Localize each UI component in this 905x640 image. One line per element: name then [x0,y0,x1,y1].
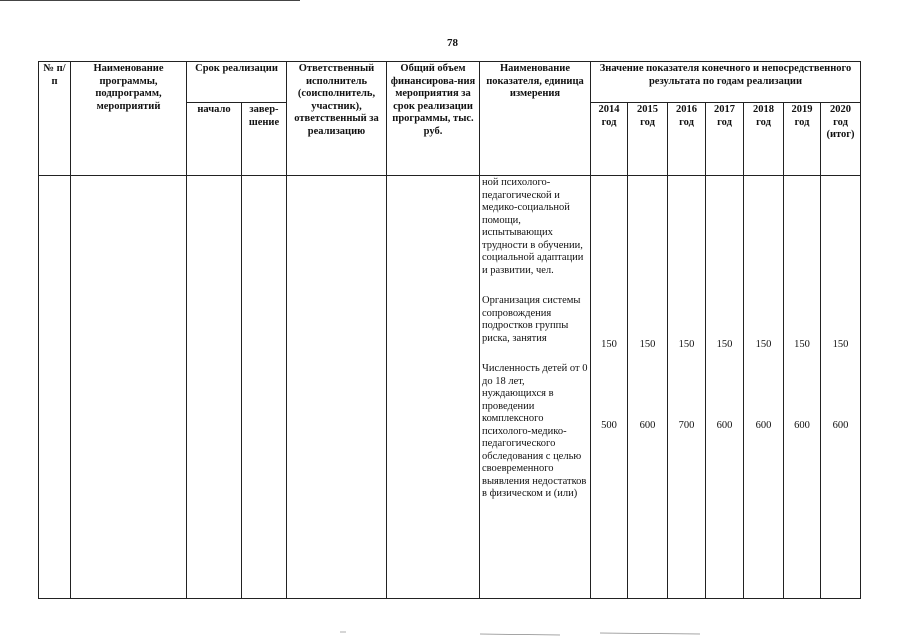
cell-values-2014 [591,176,628,599]
value-3-2019: 600 [794,419,810,431]
cell-indicators [480,176,591,599]
cell-values-2018 [744,176,784,599]
header-year-2016: 2016 год [668,103,706,176]
indicators-table [38,61,861,599]
cell-term-end [242,176,287,599]
header-volume: Общий объем финансирова-ния мероприятия за срок реализации программы, тыс. руб. [387,62,480,176]
header-num: № п/п [39,62,71,176]
indicator-text-3: Численность детей от 0 до 18 лет, нуждающихся в проведении комплексного психолого-медико-педагогического обследования с целью своевременного выявления недостатков в физическом и (или) [482,363,588,499]
value-3-2017: 600 [716,419,733,431]
header-year-2014: 2014 год [591,103,628,176]
value-2-2014: 150 [601,339,617,350]
page-number: 78 [447,37,458,49]
value-2-2018: 150 [755,339,772,350]
header-year-2017: 2017 год [706,103,744,176]
value-2-2019: 150 [794,339,810,350]
value-3-2018: 600 [755,419,772,431]
value-3-2016: 700 [678,419,695,431]
cell-num [39,176,71,599]
cell-values-2019 [784,176,821,599]
cell-values-2020 [821,176,861,599]
header-values-group: Значение показателя конечного и непосредственного результата по годам реализации [591,62,861,103]
indicator-text-1: ной психолого-педагогической и медико-социальной помощи, испытывающих трудности в обучении, социальной адаптации и развитии, чел. [482,177,584,276]
header-term: Срок реализации [187,62,287,103]
value-2-2017: 150 [716,339,733,350]
header-name: Наименование программы, подпрограмм, мероприятий [71,62,187,176]
cell-term-start [187,176,242,599]
cell-volume [387,176,480,599]
cell-responsible [287,176,387,599]
value-3-2020: 600 [832,419,849,431]
cell-values-2017 [706,176,744,599]
top-border-line [0,0,300,1]
header-term-end: завер-шение [242,103,287,176]
header-term-start: начало [187,103,242,176]
header-year-2020: 2020 год (итог) [821,103,861,176]
header-year-2018: 2018 год [744,103,784,176]
value-3-2015: 600 [639,419,656,431]
value-3-2014: 500 [601,419,617,431]
cell-values-2015 [628,176,668,599]
cell-name [71,176,187,599]
indicator-text-2: Организация системы сопровождения подростков группы риска, занятия [482,295,581,344]
value-2-2020: 150 [832,339,849,350]
header-responsible: Ответственный исполнитель (соисполнитель, участник), ответственный за реализацию [287,62,387,176]
value-2-2015: 150 [639,339,656,350]
header-year-2015: 2015 год [628,103,668,176]
scan-noise-marks [0,628,905,638]
header-year-2019: 2019 год [784,103,821,176]
header-indicator: Наименование показателя, единица измерения [480,62,591,176]
value-2-2016: 150 [678,339,695,350]
cell-values-2016 [668,176,706,599]
